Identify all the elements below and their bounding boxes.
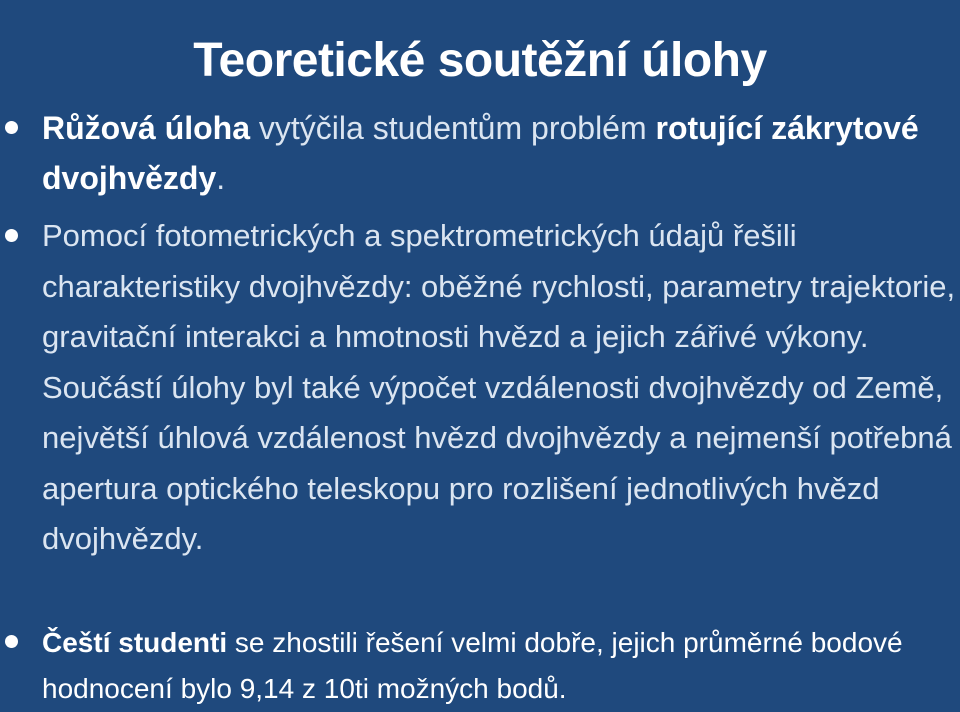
body-text: vytýčila studentům problém (250, 110, 656, 146)
body-text: . (216, 160, 226, 196)
bullet-text-2: Pomocí fotometrických a spektrometrických údajů řešili charakteristiky dvojhvězdy: oběžné rychlosti, parametry trajektorie, gravitační interakci a hmotnosti hvězd a jejich zářivé výkony. Součástí úlohy byl také výpočet vzdálenosti dvojhvězdy od Země, největší úhlová vzdálenost hvězd dvojhvězdy a nejmenší potřebná apertura optického teleskopu pro rozlišení jednotlivých hvězd dvojhvězdy. (42, 218, 956, 556)
bullet-dot-icon (5, 635, 18, 648)
emphasis-text: Růžová úloha (42, 110, 251, 146)
bullet-dot-icon (5, 121, 18, 134)
emphasis-text: Čeští studenti (42, 627, 228, 658)
bullet-text-3 (42, 620, 942, 712)
slide-title: Teoretické soutěžní úlohy (193, 34, 767, 88)
bullet-dot-icon (5, 229, 18, 242)
body-text: se zhostili řešení velmi dobře, jejich průměrné bodové hodnocení bylo 9,14 z 10ti možných bodů. (42, 627, 903, 704)
emphasis-text: rotující zákrytové dvojhvězdy (42, 110, 919, 196)
bullet-text-1 (42, 103, 922, 203)
